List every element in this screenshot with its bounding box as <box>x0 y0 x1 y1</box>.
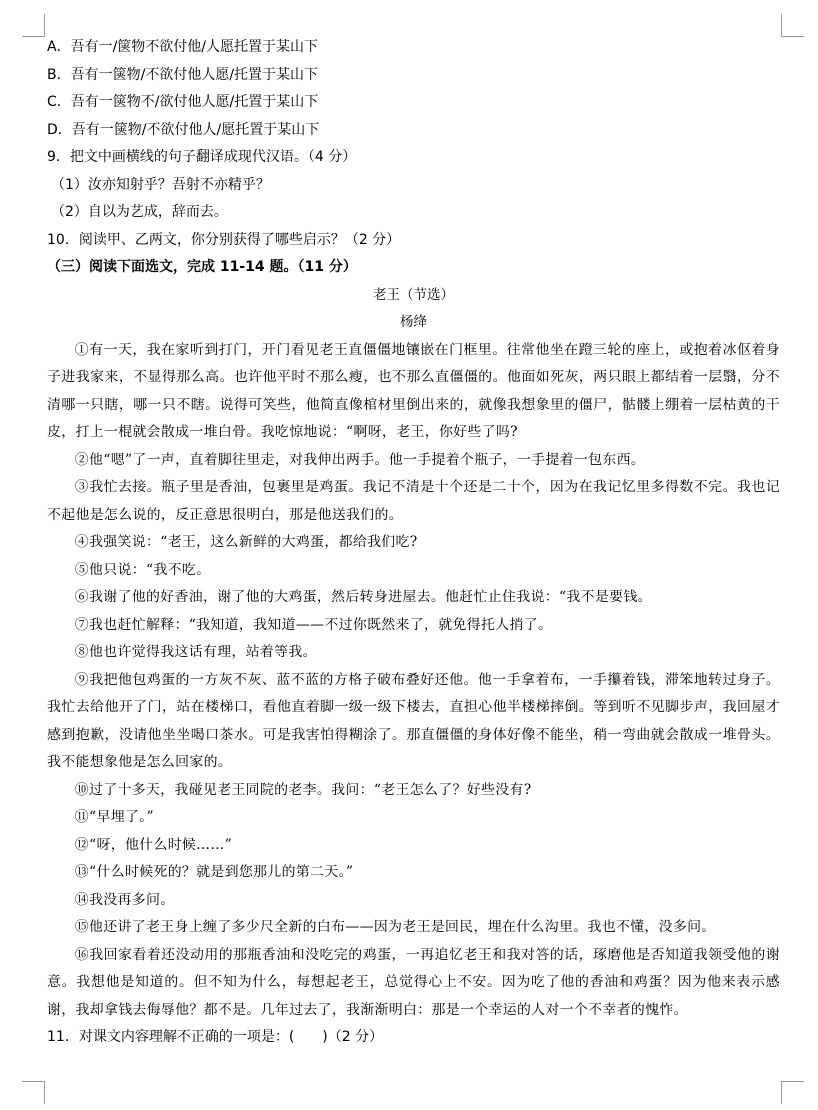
corner-mark-top-left <box>22 14 45 37</box>
paragraph-16: ⑯我回家看着还没动用的那瓶香油和没吃完的鸡蛋，一再追忆老王和我对答的话，琢磨他是否知道我领受他的谢意。我想他是知道的。但不知为什么，每想起老王，总觉得心上不安。因为吃了他的香油和鸡蛋？因为他来表示感谢，我却拿钱去侮辱他？都不是。几年过去了，我渐渐明白：那是一个幸运的人对一个不幸者的愧怍。 <box>47 946 780 1018</box>
paragraph-6: ⑥我谢了他的好香油，谢了他的大鸡蛋，然后转身进屋去。他赶忙止住我说：“我不是要钱。 <box>74 589 652 605</box>
question-9-sub-1: （1）汝亦知射乎？吾射不亦精乎？ <box>51 176 270 193</box>
paragraph-14: ⑭我没再多问。 <box>74 891 175 908</box>
paragraph-12: ⑫“呀，他什么时候……” <box>74 836 233 853</box>
paragraph-3: ③我忙去接。瓶子里是香油，包裹里是鸡蛋。我记不清是十个还是二十个，因为在我记忆里多得数不完。我也记不起他是怎么说的，反正意思很明白，那是他送我们的。 <box>47 479 780 523</box>
corner-mark-bottom-left <box>22 1081 45 1104</box>
option-a: A．吾有一/箧物不欲付他/人愿托置于某山下 <box>47 39 319 55</box>
corner-mark-bottom-right <box>781 1081 804 1104</box>
document-body <box>47 34 780 1052</box>
paragraph-10: ⑩过了十多天，我碰见老王同院的老李。我问：“老王怎么了？好些没有? <box>74 781 532 798</box>
question-10: 10．阅读甲、乙两文，你分别获得了哪些启示？（2 分） <box>47 231 401 248</box>
option-c: C．吾有一箧物不/欲付他人愿/托置于某山下 <box>47 94 319 110</box>
article-title: 老王（节选） <box>373 286 454 303</box>
paragraph-1: ①有一天，我在家听到打门，开门看见老王直僵僵地镶嵌在门框里。往常他坐在蹬三轮的座上，或抱着冰伛着身子进我家来，不显得那么高。也许他平时不那么瘦，也不那么直僵僵的。他面如死灰，两只眼上都结着一层翳，分不清哪一只瞎，哪一只不瞎。说得可笑些，他简直像棺材里倒出来的，就像我想象里的僵尸，骷髅上绷着一层枯黄的干皮，打上一棍就会散成一堆白骨。我吃惊地说：“啊呀，老王，你好些了吗? <box>47 341 780 440</box>
paragraph-8: ⑧他也许觉得我这话有理，站着等我。 <box>74 644 317 660</box>
paragraph-15: ⑮他还讲了老王身上缠了多少尺全新的白布——因为老王是回民，埋在什么沟里。我也不懂，没多问。 <box>74 919 716 935</box>
option-d: D．吾有一箧物/不欲付他人/愿托置于某山下 <box>47 121 320 138</box>
question-11: 11．对课文内容理解不正确的一项是：( )（2 分） <box>47 1029 384 1045</box>
paragraph-9: ⑨我把他包鸡蛋的一方灰不灰、蓝不蓝的方格子破布叠好还他。他一手拿着布，一手攥着钱，滞笨地转过身子。我忙去给他开了门，站在楼梯口，看他直着脚一级一级下楼去，直担心他半楼梯摔倒。等到听不见脚步声，我回屋才感到抱歉，没请他坐坐喝口茶水。可是我害怕得糊涂了。那直僵僵的身体好像不能坐，稍一弯曲就会散成一堆骨头。我不能想象他是怎么回家的。 <box>47 671 780 770</box>
option-b: B．吾有一箧物/不欲付他人愿/托置于某山下 <box>47 66 319 83</box>
question-9: 9．把文中画横线的句子翻译成现代汉语。（4 分） <box>47 149 357 165</box>
section-3-heading: （三）阅读下面选文，完成 11-14 题。（11 分） <box>47 259 357 275</box>
corner-mark-top-right <box>781 14 804 37</box>
paragraph-5: ⑤他只说：“我不吃。 <box>74 561 211 578</box>
paragraph-4: ④我强笑说：“老王，这么新鲜的大鸡蛋，都给我们吃? <box>74 534 418 550</box>
paragraph-7: ⑦我也赶忙解释：“我知道，我知道——不过你既然来了，就免得托人捎了。 <box>74 616 553 633</box>
paragraph-13: ⑬“什么时候死的？就是到您那儿的第二天。” <box>74 864 354 880</box>
paragraph-11: ⑪“早埋了。” <box>74 809 154 825</box>
article-author: 杨绛 <box>400 314 427 330</box>
question-9-sub-2: （2）自以为艺成，辞而去。 <box>51 204 228 220</box>
paragraph-2: ②他“嗯”了一声，直着脚往里走，对我伸出两手。他一手提着个瓶子，一手提着一包东西。 <box>74 451 646 468</box>
